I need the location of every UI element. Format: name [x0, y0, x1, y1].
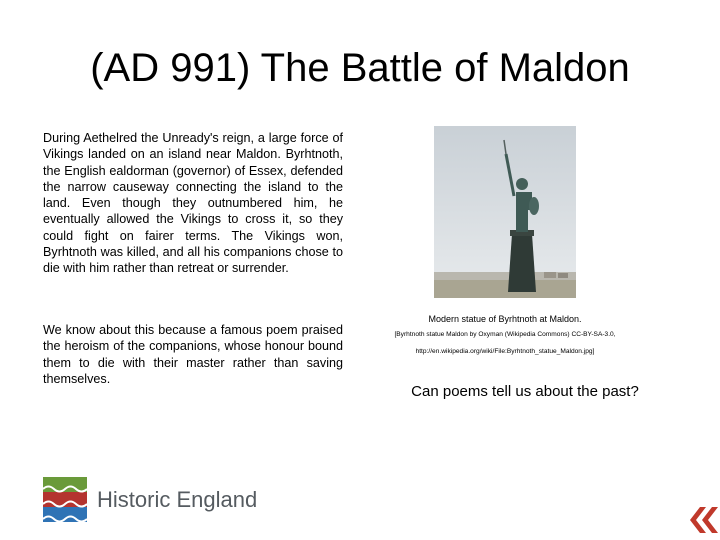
logo-text: Historic England	[97, 487, 258, 512]
body-paragraph: During Aethelred the Unready's reign, a large force of Vikings landed on an island near Maldon. Byrhtnoth, the English ealdorman (governor) of Essex, defended the narrow causeway connecting the island to the land. Even though they outnumbered him, he eventually allowed the Vikings to cross it, so they could fight on fairer terms. The Vikings won, Byrhtnoth was killed, and all his companions chose to die with him rather than retreat or surrender.	[43, 131, 343, 276]
image-credit-line: [Byrhtnoth statue Maldon by Oxyman (Wikipedia Commons) CC-BY-SA-3.0,	[394, 331, 616, 338]
slide-title: (AD 991) The Battle of Maldon	[90, 46, 630, 90]
image-credit	[380, 326, 630, 360]
historic-england-logo-icon	[43, 477, 87, 522]
image-caption: Modern statue of Byrhtnoth at Maldon.	[428, 314, 582, 324]
discussion-question: Can poems tell us about the past?	[411, 383, 639, 400]
historic-england-logo	[43, 477, 258, 522]
image-credit-url: http://en.wikipedia.org/wiki/File:Byrhtnoth_statue_Maldon.jpg]	[415, 348, 595, 355]
body-paragraph: We know about this because a famous poem praised the heroism of the companions, whose honour bound them to die with their master rather than saving themselves.	[43, 323, 343, 386]
double-chevron-left-icon[interactable]	[682, 505, 718, 535]
statue-photo	[434, 126, 576, 298]
